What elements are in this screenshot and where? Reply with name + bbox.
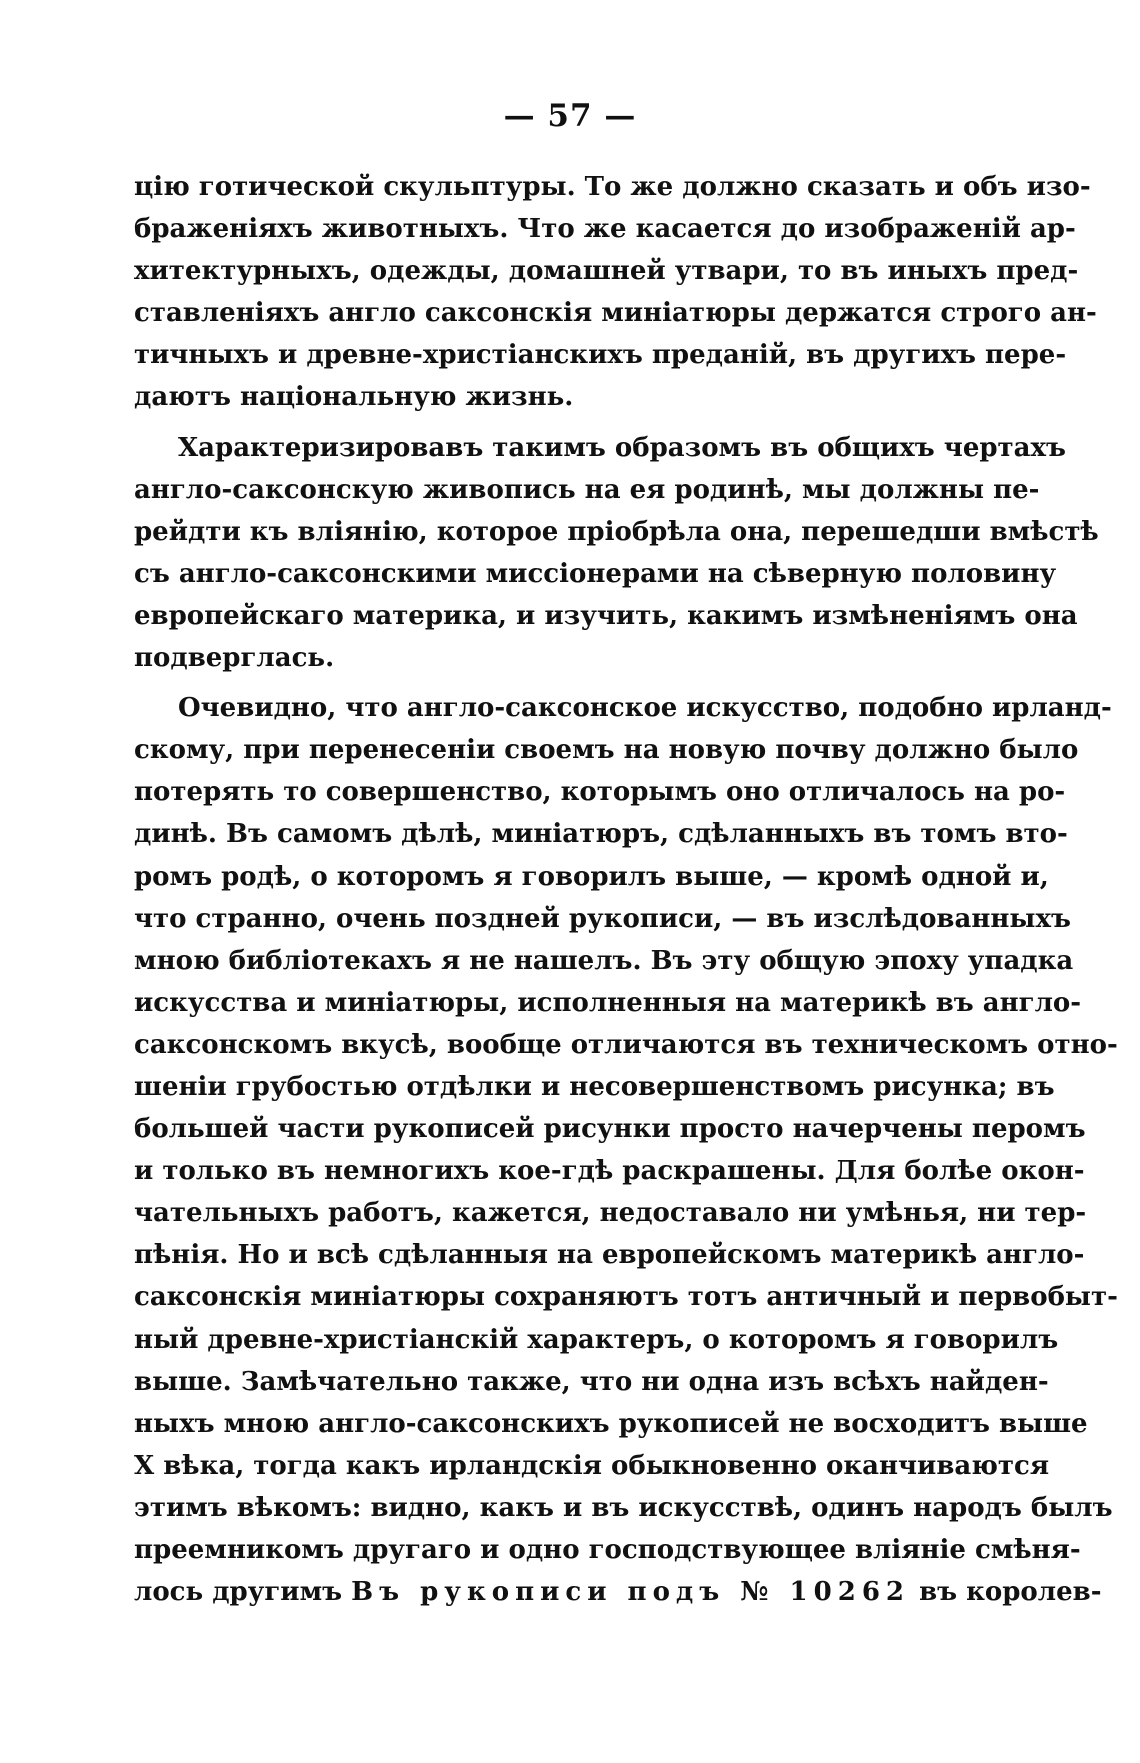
text-line: цію готической скульптуры. То же должно сказать и объ изо- [134,172,1091,202]
text-line: Характеризировавъ такимъ образомъ въ общихъ чертахъ [178,432,1066,463]
spaced-text: Въ рукописи подъ № 10262 [351,1577,911,1608]
paragraph-gap [134,679,938,687]
text-line: рейдти къ вліянію, которое пріобрѣла она, перешедши вмѣстѣ [134,516,1099,547]
text-line [134,1571,1102,1613]
text-line: саксонскомъ вкусѣ, вообще отличаются въ техническомъ отно- [134,1029,1118,1060]
text-line: выше. Замѣчательно также, что ни одна изъ всѣхъ найден- [134,1366,1049,1397]
text-line: X вѣка, тогда какъ ирландскія обыкновенно оканчиваются [134,1450,1050,1481]
text-line: подверглась. [134,643,335,674]
text-line: мною библіотекахъ я не нашелъ. Въ эту общую эпоху упадка [134,945,1074,976]
body-text [134,166,1118,1613]
text-line: англо-саксонскую живопись на ея родинѣ, мы должны пе- [134,474,1040,505]
text-line: ный древне-христіанскій характеръ, о которомъ я говорилъ [134,1324,1059,1355]
text-line: и только въ немногихъ кое-гдѣ раскрашены. Для болѣе окон- [134,1156,1085,1187]
text-line: потерять то совершенство, которымъ оно отличалось на ро- [134,777,1066,808]
text-line: тичныхъ и древне-христіанскихъ преданій, въ другихъ пере- [134,340,1067,371]
text-line: этимъ вѣкомъ: видно, какъ и въ искусствѣ, одинъ народъ былъ [134,1492,1113,1523]
text-line: съ англо-саксонскими миссіонерами на сѣверную половину [134,558,1057,589]
text-line: динѣ. Въ самомъ дѣлѣ, миніатюръ, сдѣланныхъ въ томъ вто- [134,819,1068,850]
paragraph [134,687,1118,1613]
text-line: преемникомъ другаго и одно господствующее вліяніе смѣня- [134,1535,1081,1565]
paragraph [134,166,1097,419]
text-fragment: лось другимъ [134,1577,352,1608]
text-line: браженіяхъ животныхъ. Что же касается до изображеній ар- [134,214,1076,245]
paragraph-gap [134,419,938,427]
text-line: ромъ родѣ, о которомъ я говорилъ выше, — кромѣ одной и, [134,861,1049,892]
page-number: — 57 — [503,98,637,134]
text-line: ставленіяхъ англо саксонскія миніатюры держатся строго ан- [134,298,1097,329]
text-line: что странно, очень поздней рукописи, — въ изслѣдованныхъ [134,903,1071,934]
text-line: европейскаго материка, и изучить, какимъ измѣненіямъ она [134,600,1078,631]
text-line: чательныхъ работъ, кажется, недоставало ни умѣнья, ни тер- [134,1198,1087,1229]
text-line: пѣнія. Но и всѣ сдѣланныя на европейскомъ материкѣ англо- [134,1240,1085,1271]
text-line: саксонскія миніатюры сохраняютъ тотъ античный и первобыт- [134,1282,1118,1313]
text-line: искусства и миніатюры, исполненныя на материкѣ въ англо- [134,987,1082,1018]
text-line: скому, при перенесеніи своемъ на новую почву должно было [134,735,1079,766]
text-line: ныхъ мною англо-саксонскихъ рукописей не восходитъ выше [134,1408,1088,1439]
text-line: большей части рукописей рисунки просто начерчены перомъ [134,1114,1086,1145]
text-line: Очевидно, что англо-саксонское искусство, подобно ирланд- [178,693,1112,724]
text-fragment: въ королев- [910,1577,1102,1608]
paragraph [134,427,1099,680]
text-line: даютъ національную жизнь. [134,382,574,413]
text-line: хитектурныхъ, одежды, домашней утвари, то въ иныхъ пред- [134,256,1079,287]
text-line: шеніи грубостью отдѣлки и несовершенствомъ рисунка; въ [134,1071,1055,1102]
